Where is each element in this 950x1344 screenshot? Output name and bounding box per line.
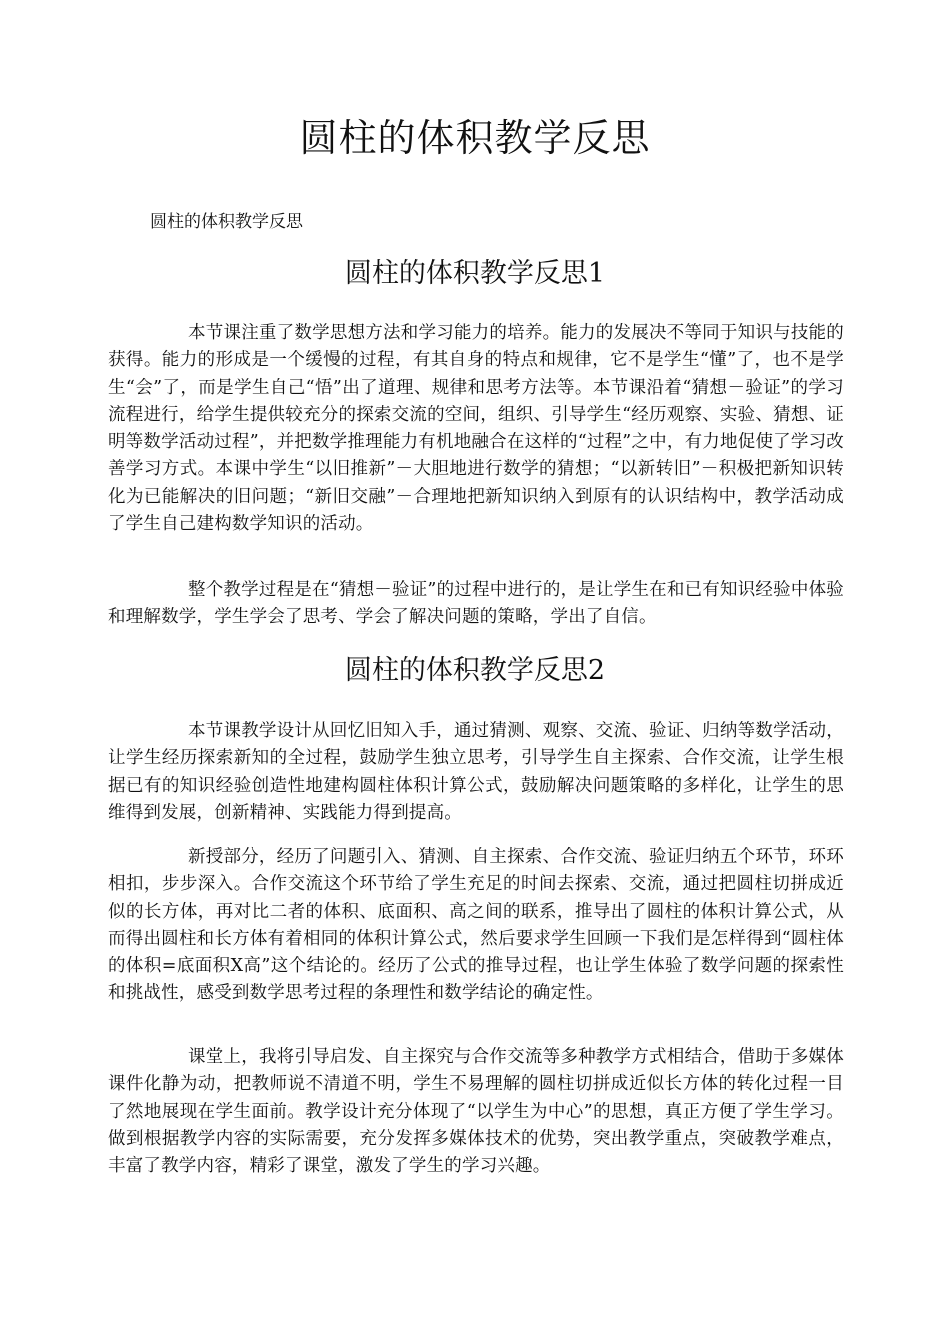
section-heading-1: 圆柱的体积教学反思1 <box>344 258 606 289</box>
section-heading-2: 圆柱的体积教学反思2 <box>344 655 606 686</box>
section-1-paragraph-1: 本节课注重了数学思想方法和学习能力的培养。能力的发展决不等同于知识与技能的获得。能力的形成是一个缓慢的过程，有其自身的特点和规律，它不是学生“懂”了，也不是学生“会”了，而是学生自己“悟”出了道理、规律和思考方法等。本节课沿着“猜想－验证”的学习流程进行，给学生提供较充分的探索交流的空间，组织、引导学生“经历观察、实验、猜想、证明等数学活动过程”，并把数学推理能力有机地融合在这样的“过程”之中，有力地促使了学习改善学习方式。本课中学生“以旧推新”－大胆地进行数学的猜想；“以新转旧”－积极把新知识转化为已能解决的旧问题；“新旧交融”－合理地把新知识纳入到原有的认识结构中，教学活动成了学生自己建构数学知识的活动。 <box>108 323 844 535</box>
document-title: 圆柱的体积教学反思 <box>299 116 651 160</box>
section-2-paragraph-2: 新授部分，经历了问题引入、猜测、自主探索、合作交流、验证归纳五个环节，环环相扣，步步深入。合作交流这个环节给了学生充足的时间去探索、交流，通过把圆柱切拼成近似的长方体，再对比二者的体积、底面积、高之间的联系，推导出了圆柱的体积计算公式，从而得出圆柱和长方体有着相同的体积计算公式，然后要求学生回顾一下我们是怎样得到“圆柱体的体积=底面积X高”这个结论的。经历了公式的推导过程，也让学生体验了数学问题的探索性和挑战性，感受到数学思考过程的条理性和数学结论的确定性。 <box>108 847 844 1004</box>
section-1-paragraph-2: 整个教学过程是在“猜想－验证”的过程中进行的，是让学生在和已有知识经验中体验和理解数学，学生学会了思考、学会了解决问题的策略，学出了自信。 <box>108 580 844 628</box>
document-subtitle: 圆柱的体积教学反思 <box>150 212 303 232</box>
section-2-paragraph-1: 本节课教学设计从回忆旧知入手，通过猜测、观察、交流、验证、归纳等数学活动，让学生经历探索新知的全过程，鼓励学生独立思考，引导学生自主探索、合作交流，让学生根据已有的知识经验创造性地建构圆柱体积计算公式，鼓励解决问题策略的多样化，让学生的思维得到发展，创新精神、实践能力得到提高。 <box>108 721 844 823</box>
section-2-paragraph-3: 课堂上，我将引导启发、自主探究与合作交流等多种教学方式相结合，借助于多媒体课件化静为动，把教师说不清道不明，学生不易理解的圆柱切拼成近似长方体的转化过程一目了然地展现在学生面前。教学设计充分体现了“以学生为中心”的思想，真正方便了学生学习。做到根据教学内容的实际需要，充分发挥多媒体技术的优势，突出教学重点，突破教学难点，丰富了教学内容，精彩了课堂，激发了学生的学习兴趣。 <box>108 1047 844 1177</box>
